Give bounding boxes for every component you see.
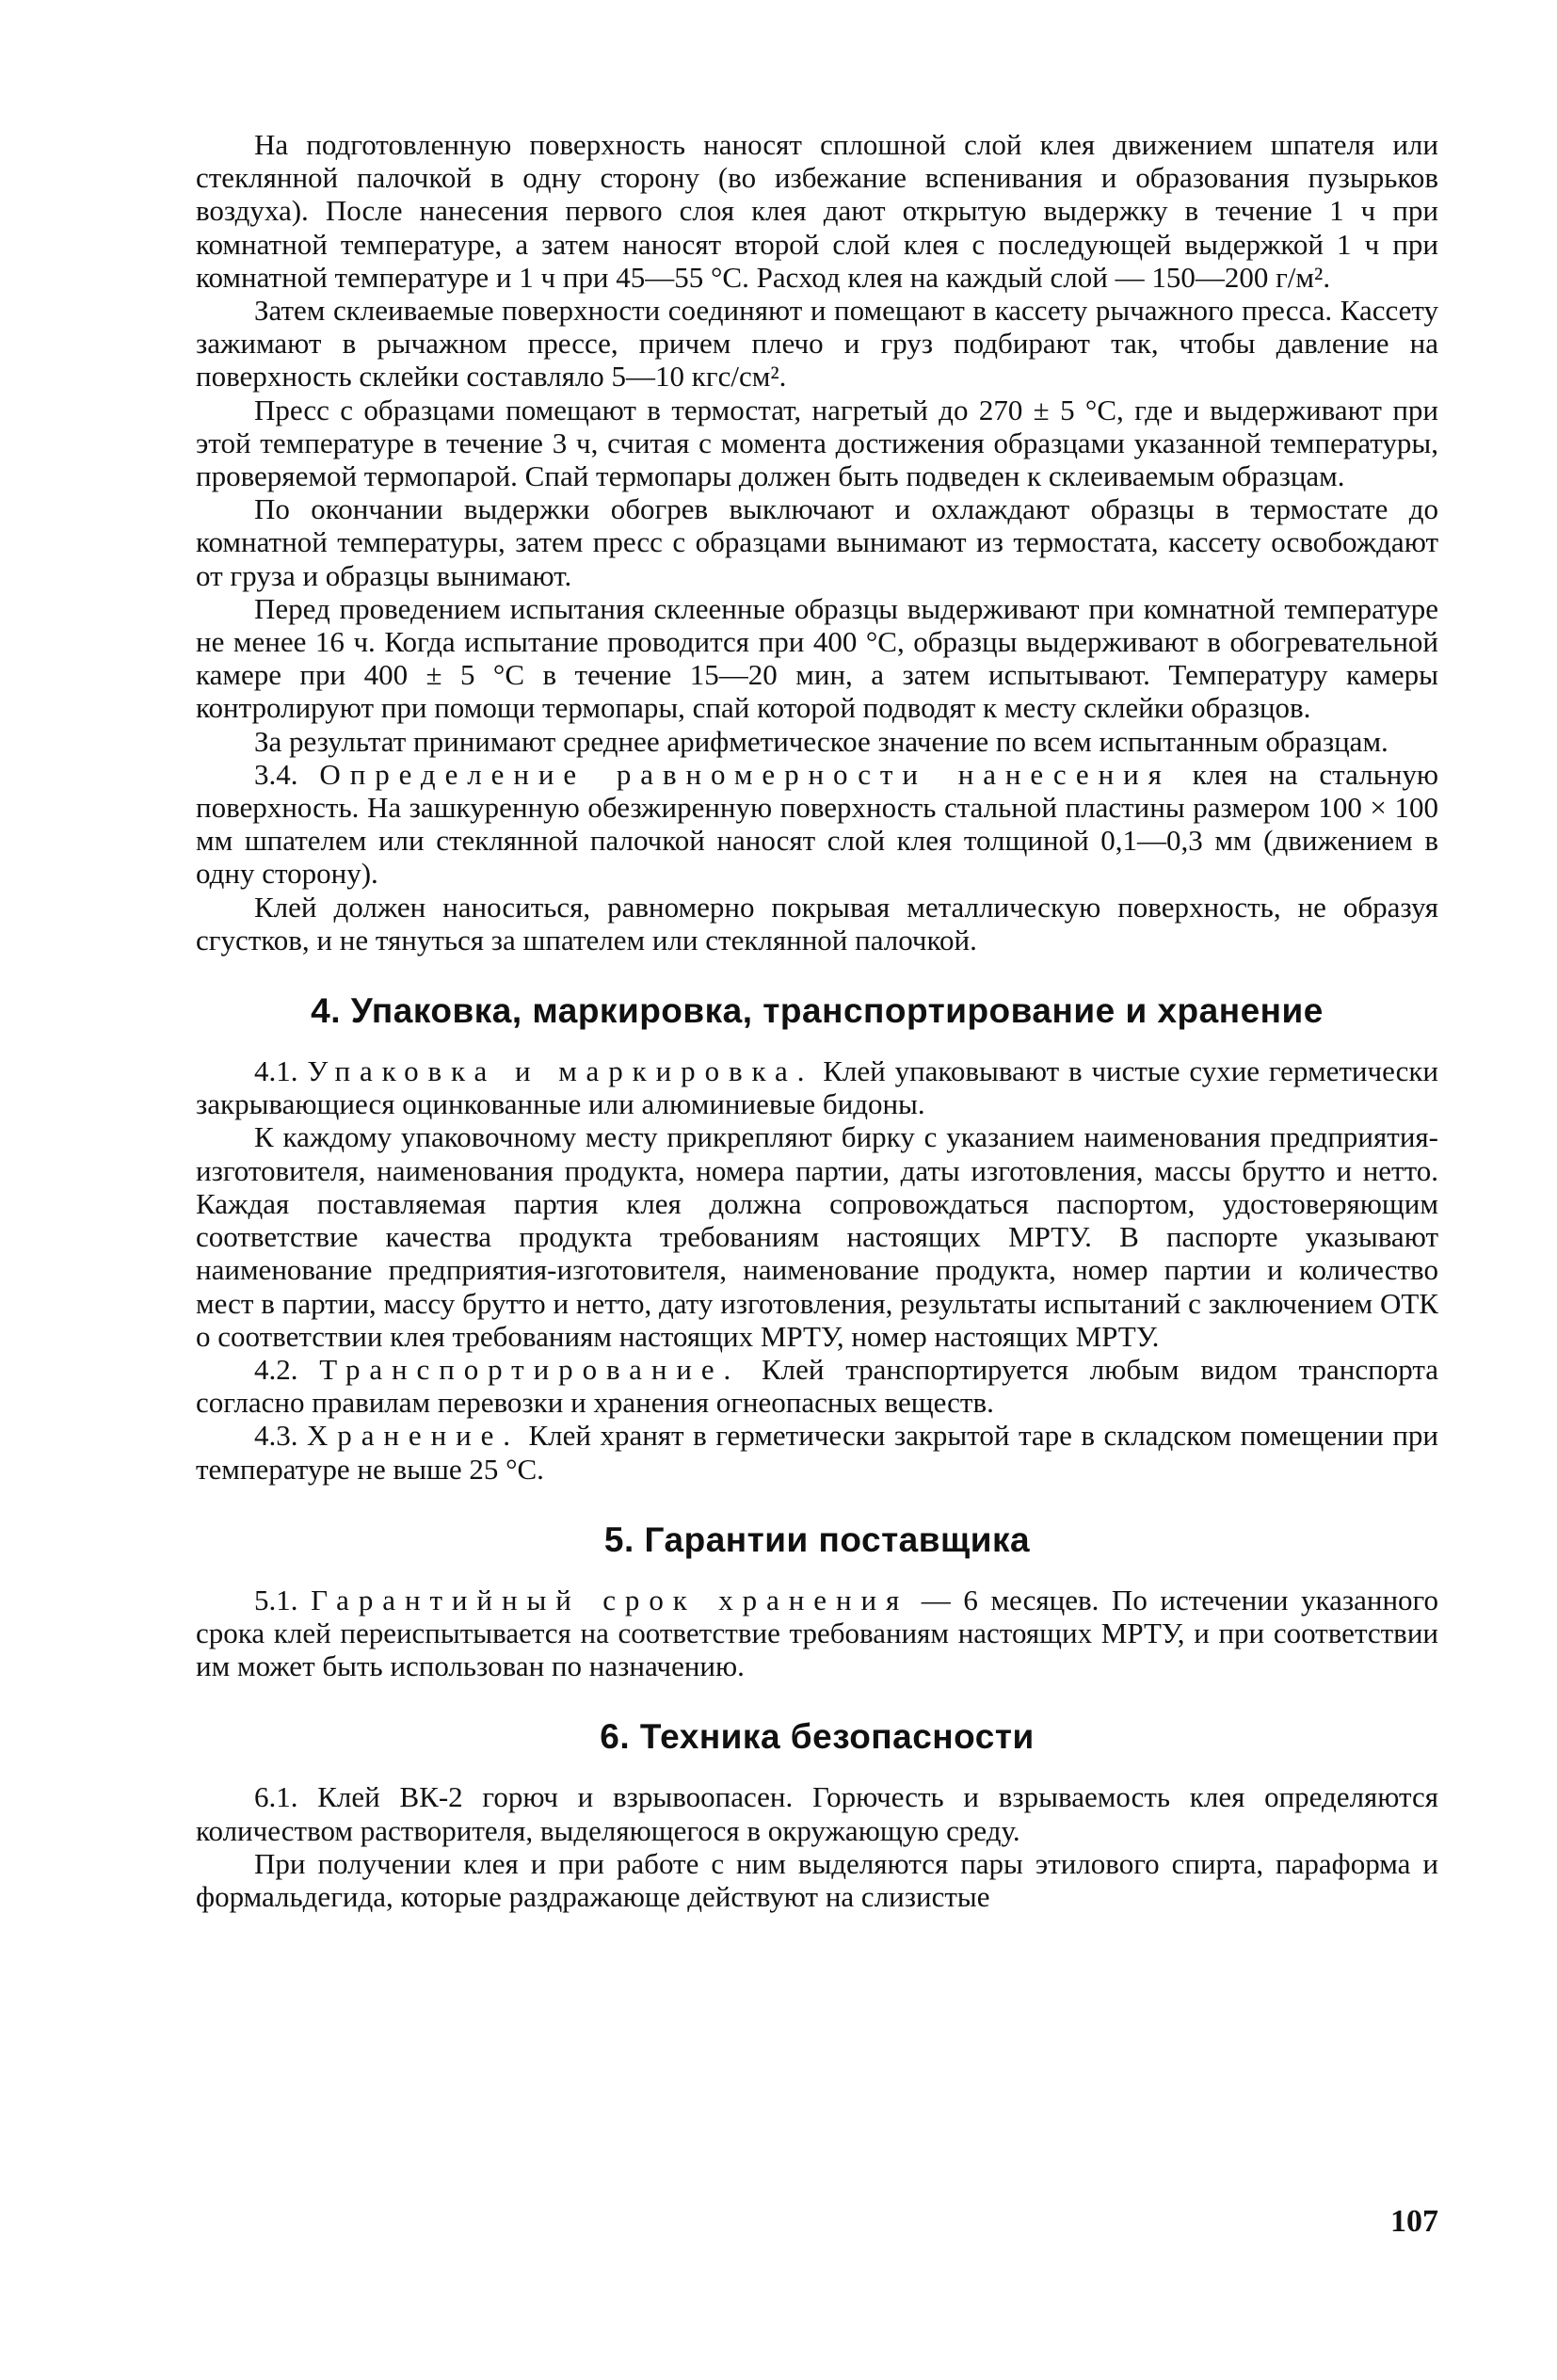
paragraph-adhesive-application: На подготовленную поверхность наносят сплошной слой клея движением шпателя или стеклянной палочкой в одну сторону (во избежание вспенивания и образования пузырьков воздуха). После нанесения первого слоя клея дают открытую выдержку в течение 1 ч при комнатной температуре, а затем наносят второй слой клея с последующей выдержкой 1 ч при комнатной температуре и 1 ч при 45—55 °С. Расход клея на каждый слой — 150—200 г/м². <box>196 128 1438 294</box>
clause-term: Гарантийный срок хранения <box>311 1583 909 1616</box>
section-5-heading: 5. Гарантии поставщика <box>603 1520 1031 1559</box>
clause-text: Клей упаковывают в чистые сухие герметически закрывающиеся оцинкованные или алюминиевые бидоны. <box>196 1054 1439 1121</box>
paragraph-cooling: По окончании выдержки обогрев выключают и охлаждают образцы в термостате до комнатной температуры, затем пресс с образцами вынимают из термостата, кассету освобождают от груза и образцы вынимают. <box>196 492 1438 592</box>
paragraph-press-assembly: Затем склеиваемые поверхности соединяют и помещают в кассету рычажного пресса. Кассету зажимают в рычажном прессе, причем плечо и груз подбирают так, чтобы давление на поверхность склейки составляло 5—10 кгс/см². <box>196 294 1438 394</box>
paragraph-thermostat-curing: Пресс с образцами помещают в термостат, нагретый до 270 ± 5 °С, где и выдерживают при этой температуре в течение 3 ч, считая с момента достижения образцами указанной температуры, проверяемой термопарой. Спай термопары должен быть подведен к склеиваемым образцам. <box>196 393 1438 493</box>
section-4-heading: 4. Упаковка, маркировка, транспортирование и хранение <box>311 991 1324 1031</box>
clause-text: Клей хранят в герметически закрытой таре в складском помещении при температуре не выше 25 °С. <box>196 1419 1439 1486</box>
paragraph-4-3-storage <box>196 1419 1438 1485</box>
page-number: 107 <box>1390 2204 1438 2239</box>
paragraph-4-1-packaging <box>196 1054 1438 1120</box>
clause-text: Клей транспортируется любым видом транспорта согласно правилам перевозки и хранения огнеопасных веществ. <box>196 1352 1439 1420</box>
clause-number: 5.1. <box>254 1583 298 1616</box>
clause-number: 3.4. <box>254 757 298 791</box>
clause-number: 4.1. <box>254 1054 298 1088</box>
clause-term: Транспортирование. <box>319 1352 741 1386</box>
clause-number: 4.2. <box>254 1352 298 1386</box>
paragraph-vapors: При получении клея и при работе с ним выделяются пары этилового спирта, параформа и формальдегида, которые раздражающе действуют на слизистые <box>196 1846 1438 1913</box>
clause-term: Упаковка и маркировка. <box>307 1054 814 1088</box>
section-6-heading: 6. Техника безопасности <box>600 1717 1035 1757</box>
clause-text: клея на стальную поверхность. На зашкуренную обезжиренную поверхность стальной пластины размером 100 × 100 мм шпателем или стеклянной палочкой наносят слой клея толщиной 0,1—0,3 мм (движением в одну сторону). <box>196 757 1438 891</box>
paragraph-result: За результат принимают среднее арифметическое значение по всем испытанным образцам. <box>254 724 1388 758</box>
paragraph-6-1-flammability: 6.1. Клей ВК-2 горюч и взрывоопасен. Горючесть и взрываемость клея определяются количеством растворителя, выделяющегося в окружающую среду. <box>196 1780 1438 1847</box>
clause-number: 4.3. <box>254 1419 298 1453</box>
paragraph-uniform-coating: Клей должен наноситься, равномерно покрывая металлическую поверхность, не образуя сгустков, и не тянуться за шпателем или стеклянной палочкой. <box>196 890 1438 957</box>
body-text <box>196 128 1438 1913</box>
paragraph-test-conditions: Перед проведением испытания склеенные образцы выдерживают при комнатной температуре не менее 16 ч. Когда испытание проводится при 400 °С, образцы выдерживают в обогревательной камере при 400 ± 5 °С в течение 15—20 мин, а затем испытывают. Температуру камеры контролируют при помощи термопары, спай которой подводят к месту склейки образцов. <box>196 591 1438 725</box>
paragraph-labeling: К каждому упаковочному месту прикрепляют бирку с указанием наименования предприятия-изготовителя, наименования продукта, номера партии, даты изготовления, массы брутто и нетто. Каждая поставляемая партия клея должна сопровождаться паспортом, удостоверяющим соответствие качества продукта требованиям настоящих МРТУ. В паспорте указывают наименование предприятия-изготовителя, наименование продукта, номер партии и количество мест в партии, массу брутто и нетто, дату изготовления, результаты испытаний с заключением ОТК о соответствии клея требованиям настоящих МРТУ, номер настоящих МРТУ. <box>196 1120 1438 1353</box>
paragraph-5-1-warranty <box>196 1584 1438 1683</box>
paragraph-4-2-transport <box>196 1353 1438 1419</box>
clause-text: — 6 месяцев. По истечении указанного срока клей переиспытывается на соответствие требованиям настоящих МРТУ, и при соответствии им может быть использован по назначению. <box>196 1583 1438 1683</box>
clause-term: Определение равномерности нанесения <box>319 757 1171 791</box>
paragraph-3-4-uniformity <box>196 758 1438 891</box>
clause-term: Хранение. <box>307 1419 520 1453</box>
